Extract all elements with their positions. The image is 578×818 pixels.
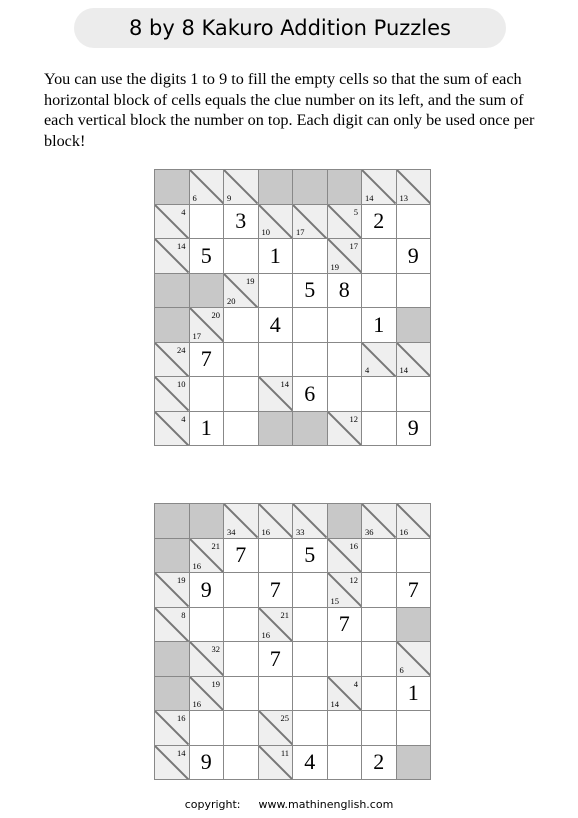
across-clue-number: 19 bbox=[211, 678, 220, 689]
blocked-cell bbox=[155, 538, 190, 573]
answer-cell[interactable] bbox=[396, 538, 431, 573]
blocked-cell bbox=[258, 170, 293, 205]
grid-row bbox=[155, 538, 431, 573]
answer-cell[interactable] bbox=[189, 377, 224, 412]
given-digit: 7 bbox=[235, 542, 247, 568]
given-digit: 1 bbox=[373, 311, 385, 337]
clue-cell bbox=[224, 170, 259, 205]
down-clue-number: 15 bbox=[330, 595, 339, 606]
blocked-cell bbox=[155, 308, 190, 343]
given-digit-cell bbox=[258, 308, 293, 343]
answer-cell[interactable] bbox=[258, 538, 293, 573]
down-clue-number: 19 bbox=[330, 261, 339, 272]
given-digit-cell bbox=[327, 607, 362, 642]
answer-cell[interactable] bbox=[258, 273, 293, 308]
across-clue-number: 4 bbox=[181, 206, 186, 217]
across-clue-number: 19 bbox=[246, 275, 255, 286]
grid-row bbox=[155, 676, 431, 711]
blocked-cell bbox=[155, 273, 190, 308]
clue-cell bbox=[189, 308, 224, 343]
clue-cell bbox=[189, 676, 224, 711]
grid-row bbox=[155, 642, 431, 677]
given-digit-cell bbox=[396, 239, 431, 274]
grid-row bbox=[155, 204, 431, 239]
blocked-cell bbox=[258, 411, 293, 446]
given-digit-cell bbox=[189, 411, 224, 446]
given-digit-cell bbox=[327, 273, 362, 308]
clue-cell bbox=[189, 538, 224, 573]
grid-row bbox=[155, 308, 431, 343]
clue-cell bbox=[362, 342, 397, 377]
given-digit-cell bbox=[362, 308, 397, 343]
given-digit-cell bbox=[396, 411, 431, 446]
answer-cell[interactable] bbox=[293, 711, 328, 746]
down-clue-number: 9 bbox=[227, 192, 232, 203]
given-digit: 7 bbox=[269, 645, 281, 671]
given-digit-cell bbox=[362, 745, 397, 780]
given-digit: 9 bbox=[407, 415, 419, 441]
answer-cell[interactable] bbox=[362, 239, 397, 274]
down-clue-number: 16 bbox=[192, 561, 201, 571]
clue-cell bbox=[155, 573, 190, 608]
answer-cell[interactable] bbox=[224, 573, 259, 608]
clue-cell bbox=[396, 504, 431, 539]
grid-row bbox=[155, 411, 431, 446]
clue-cell bbox=[258, 745, 293, 780]
clue-cell bbox=[362, 170, 397, 205]
blocked-cell bbox=[327, 170, 362, 205]
blocked-cell bbox=[155, 170, 190, 205]
given-digit: 3 bbox=[235, 208, 247, 234]
grid-row bbox=[155, 573, 431, 608]
blocked-cell bbox=[155, 676, 190, 711]
answer-cell[interactable] bbox=[396, 204, 431, 239]
answer-cell[interactable] bbox=[224, 377, 259, 412]
down-clue-number: 20 bbox=[227, 296, 236, 306]
clue-cell bbox=[155, 239, 190, 274]
given-digit: 2 bbox=[373, 208, 385, 234]
answer-cell[interactable] bbox=[327, 642, 362, 677]
answer-cell[interactable] bbox=[293, 308, 328, 343]
answer-cell[interactable] bbox=[224, 676, 259, 711]
across-clue-number: 17 bbox=[349, 241, 358, 251]
given-digit: 5 bbox=[304, 277, 316, 303]
answer-cell[interactable] bbox=[224, 239, 259, 274]
across-clue-number: 21 bbox=[211, 540, 220, 551]
across-clue-number: 16 bbox=[177, 713, 186, 723]
down-clue-number: 10 bbox=[261, 227, 270, 237]
blocked-cell bbox=[396, 308, 431, 343]
clue-cell bbox=[396, 170, 431, 205]
down-clue-number: 17 bbox=[192, 330, 201, 341]
given-digit: 9 bbox=[200, 749, 212, 775]
down-clue-number: 4 bbox=[365, 365, 370, 375]
given-digit-cell bbox=[293, 273, 328, 308]
across-clue-number: 21 bbox=[280, 609, 289, 620]
across-clue-number: 12 bbox=[349, 413, 358, 424]
down-clue-number: 34 bbox=[227, 526, 236, 537]
answer-cell[interactable] bbox=[224, 745, 259, 780]
given-digit: 5 bbox=[304, 542, 316, 568]
given-digit-cell bbox=[293, 538, 328, 573]
grid-row bbox=[155, 745, 431, 780]
down-clue-number: 33 bbox=[296, 526, 305, 537]
blocked-cell bbox=[327, 504, 362, 539]
given-digit: 1 bbox=[407, 680, 419, 706]
footer bbox=[0, 798, 578, 811]
clue-cell bbox=[362, 504, 397, 539]
kakuro-puzzle-2 bbox=[154, 503, 431, 780]
grid-row bbox=[155, 170, 431, 205]
given-digit: 4 bbox=[269, 311, 281, 337]
clue-cell bbox=[189, 170, 224, 205]
clue-cell bbox=[327, 676, 362, 711]
given-digit: 2 bbox=[373, 749, 385, 775]
clue-cell bbox=[258, 607, 293, 642]
given-digit: 7 bbox=[269, 576, 281, 602]
across-clue-number: 32 bbox=[211, 644, 220, 654]
clue-cell bbox=[258, 204, 293, 239]
clue-cell bbox=[258, 711, 293, 746]
grid-row bbox=[155, 607, 431, 642]
across-clue-number: 4 bbox=[181, 413, 186, 424]
answer-cell[interactable] bbox=[293, 239, 328, 274]
clue-cell bbox=[155, 342, 190, 377]
across-clue-number: 14 bbox=[280, 379, 289, 389]
answer-cell[interactable] bbox=[327, 377, 362, 412]
answer-cell[interactable] bbox=[293, 642, 328, 677]
given-digit: 1 bbox=[200, 415, 212, 441]
given-digit-cell bbox=[258, 642, 293, 677]
clue-cell bbox=[258, 504, 293, 539]
across-clue-number: 4 bbox=[353, 678, 358, 689]
given-digit-cell bbox=[189, 342, 224, 377]
clue-cell bbox=[293, 504, 328, 539]
clue-cell bbox=[327, 411, 362, 446]
blocked-cell bbox=[293, 170, 328, 205]
answer-cell[interactable] bbox=[396, 273, 431, 308]
answer-cell[interactable] bbox=[189, 204, 224, 239]
grid-row bbox=[155, 377, 431, 412]
clue-cell bbox=[327, 204, 362, 239]
across-clue-number: 25 bbox=[280, 713, 289, 723]
answer-cell[interactable] bbox=[327, 745, 362, 780]
clue-cell bbox=[224, 273, 259, 308]
answer-cell[interactable] bbox=[189, 711, 224, 746]
answer-cell[interactable] bbox=[327, 342, 362, 377]
down-clue-number: 14 bbox=[399, 365, 408, 375]
answer-cell[interactable] bbox=[224, 607, 259, 642]
clue-cell bbox=[224, 504, 259, 539]
answer-cell[interactable] bbox=[362, 573, 397, 608]
answer-cell[interactable] bbox=[224, 642, 259, 677]
across-clue-number: 10 bbox=[177, 379, 186, 389]
answer-cell[interactable] bbox=[362, 642, 397, 677]
given-digit-cell bbox=[224, 204, 259, 239]
down-clue-number: 17 bbox=[296, 227, 305, 237]
clue-cell bbox=[258, 377, 293, 412]
given-digit: 6 bbox=[304, 380, 316, 406]
grid-row bbox=[155, 711, 431, 746]
page-title: 8 by 8 Kakuro Addition Puzzles bbox=[74, 8, 506, 48]
given-digit: 9 bbox=[200, 576, 212, 602]
given-digit: 7 bbox=[407, 576, 419, 602]
answer-cell[interactable] bbox=[224, 711, 259, 746]
clue-cell bbox=[327, 239, 362, 274]
copyright-label: copyright: bbox=[184, 798, 241, 811]
blocked-cell bbox=[293, 411, 328, 446]
down-clue-number: 6 bbox=[192, 192, 197, 203]
down-clue-number: 14 bbox=[330, 699, 339, 709]
down-clue-number: 14 bbox=[365, 192, 374, 203]
answer-cell[interactable] bbox=[396, 711, 431, 746]
blocked-cell bbox=[396, 607, 431, 642]
answer-cell[interactable] bbox=[293, 676, 328, 711]
down-clue-number: 6 bbox=[399, 664, 404, 675]
down-clue-number: 36 bbox=[365, 526, 374, 537]
given-digit: 7 bbox=[200, 346, 212, 372]
answer-cell[interactable] bbox=[224, 308, 259, 343]
answer-cell[interactable] bbox=[362, 607, 397, 642]
across-clue-number: 14 bbox=[177, 747, 186, 758]
answer-cell[interactable] bbox=[293, 342, 328, 377]
answer-cell[interactable] bbox=[224, 411, 259, 446]
answer-cell[interactable] bbox=[362, 411, 397, 446]
given-digit-cell bbox=[189, 573, 224, 608]
blocked-cell bbox=[396, 745, 431, 780]
clue-cell bbox=[155, 607, 190, 642]
answer-cell[interactable] bbox=[396, 377, 431, 412]
across-clue-number: 14 bbox=[177, 241, 186, 251]
clue-cell bbox=[293, 204, 328, 239]
given-digit-cell bbox=[224, 538, 259, 573]
clue-cell bbox=[155, 711, 190, 746]
answer-cell[interactable] bbox=[362, 377, 397, 412]
answer-cell[interactable] bbox=[327, 308, 362, 343]
across-clue-number: 5 bbox=[353, 206, 358, 217]
website-link[interactable]: www.mathinenglish.com bbox=[258, 798, 394, 811]
blocked-cell bbox=[155, 642, 190, 677]
answer-cell[interactable] bbox=[327, 711, 362, 746]
given-digit: 4 bbox=[304, 749, 316, 775]
across-clue-number: 19 bbox=[177, 575, 186, 585]
across-clue-number: 11 bbox=[280, 747, 289, 758]
blocked-cell bbox=[189, 273, 224, 308]
blocked-cell bbox=[189, 504, 224, 539]
clue-cell bbox=[189, 642, 224, 677]
down-clue-number: 13 bbox=[399, 192, 408, 203]
down-clue-number: 16 bbox=[399, 526, 408, 537]
clue-cell bbox=[396, 642, 431, 677]
grid-row bbox=[155, 342, 431, 377]
clue-cell bbox=[396, 342, 431, 377]
given-digit-cell bbox=[189, 745, 224, 780]
given-digit: 1 bbox=[269, 242, 281, 268]
across-clue-number: 12 bbox=[349, 575, 358, 585]
clue-cell bbox=[155, 204, 190, 239]
given-digit: 8 bbox=[338, 277, 350, 303]
given-digit-cell bbox=[396, 676, 431, 711]
clue-cell bbox=[327, 573, 362, 608]
given-digit-cell bbox=[362, 204, 397, 239]
across-clue-number: 24 bbox=[177, 344, 186, 355]
clue-cell bbox=[155, 745, 190, 780]
kakuro-puzzle-1 bbox=[154, 169, 431, 446]
given-digit: 5 bbox=[200, 242, 212, 268]
answer-cell[interactable] bbox=[362, 538, 397, 573]
answer-cell[interactable] bbox=[258, 676, 293, 711]
given-digit-cell bbox=[396, 573, 431, 608]
clue-cell bbox=[327, 538, 362, 573]
answer-cell[interactable] bbox=[258, 342, 293, 377]
given-digit-cell bbox=[189, 239, 224, 274]
grid-row bbox=[155, 239, 431, 274]
grid-row bbox=[155, 273, 431, 308]
answer-cell[interactable] bbox=[189, 607, 224, 642]
answer-cell[interactable] bbox=[293, 607, 328, 642]
clue-cell bbox=[155, 411, 190, 446]
grid-row bbox=[155, 504, 431, 539]
down-clue-number: 16 bbox=[261, 526, 270, 537]
across-clue-number: 20 bbox=[211, 310, 220, 320]
answer-cell[interactable] bbox=[293, 573, 328, 608]
answer-cell[interactable] bbox=[362, 676, 397, 711]
across-clue-number: 8 bbox=[181, 609, 186, 620]
answer-cell[interactable] bbox=[362, 273, 397, 308]
given-digit-cell bbox=[293, 377, 328, 412]
answer-cell[interactable] bbox=[224, 342, 259, 377]
answer-cell[interactable] bbox=[362, 711, 397, 746]
given-digit-cell bbox=[258, 239, 293, 274]
blocked-cell bbox=[155, 504, 190, 539]
given-digit: 9 bbox=[407, 242, 419, 268]
given-digit: 7 bbox=[338, 611, 350, 637]
clue-cell bbox=[155, 377, 190, 412]
down-clue-number: 16 bbox=[261, 630, 270, 640]
instructions-text: You can use the digits 1 to 9 to fill the empty cells so that the sum of each horizontal block of cells equals the clue number on its left, and the sum of each vertical block the number on top. Each digit can only be used once per block! bbox=[44, 70, 535, 150]
down-clue-number: 16 bbox=[192, 699, 201, 709]
across-clue-number: 16 bbox=[349, 540, 358, 551]
given-digit-cell bbox=[258, 573, 293, 608]
given-digit-cell bbox=[293, 745, 328, 780]
